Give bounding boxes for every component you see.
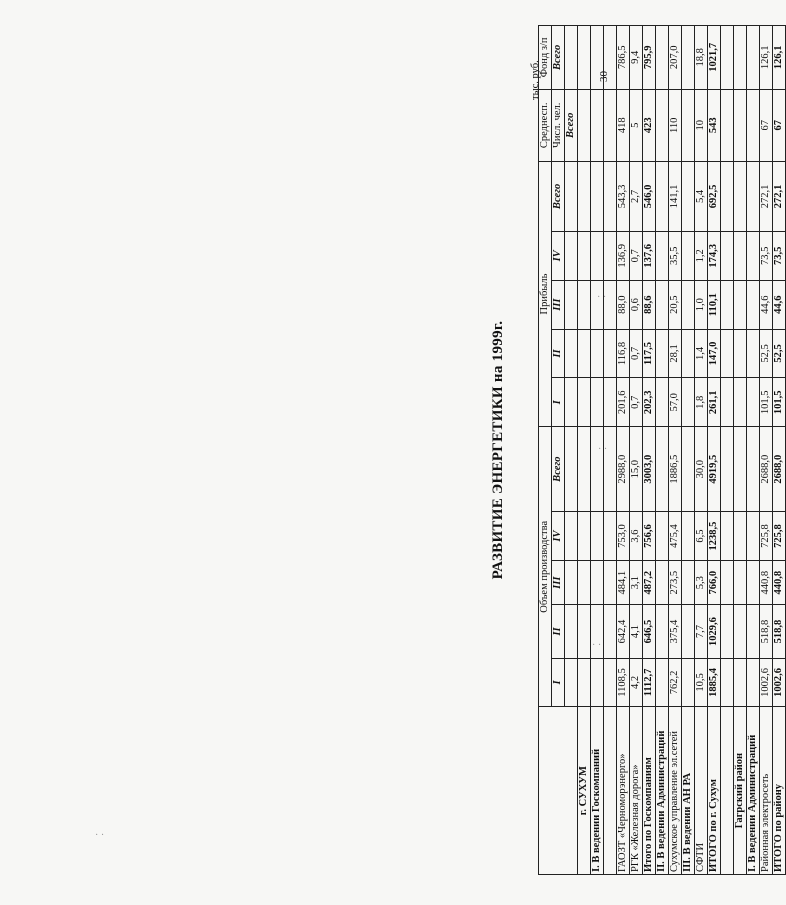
row-label: РГК «Железная дорога»	[630, 707, 643, 875]
table-cell	[682, 329, 695, 378]
row-label: СФТИ	[695, 707, 708, 875]
table-cell: 543,3	[617, 161, 630, 231]
table-cell: 20,5	[669, 280, 682, 329]
scan-mark: · ·	[597, 292, 607, 303]
table-cell	[578, 329, 591, 378]
table-cell: 0,7	[630, 231, 643, 280]
table-cell	[578, 26, 591, 90]
table-cell: 2,7	[630, 161, 643, 231]
table-cell: 475,4	[669, 512, 682, 561]
table-cell: 753,0	[617, 512, 630, 561]
table-cell	[721, 378, 734, 427]
row-label: ГАОЗТ «Черноморэнерго»	[617, 707, 630, 875]
table-cell: 73,5	[773, 231, 786, 280]
table-cell	[591, 329, 604, 378]
table-cell	[656, 26, 669, 90]
scan-mark: · ·	[598, 444, 608, 455]
document-title: РАЗВИТИЕ ЭНЕРГЕТИКИ на 1999г.	[490, 320, 506, 580]
table-cell: 423	[643, 89, 656, 161]
table-cell: 1112,7	[643, 658, 656, 707]
table-cell: 273,5	[669, 560, 682, 605]
table-cell: 18,8	[695, 26, 708, 90]
table-cell	[656, 378, 669, 427]
table-row	[643, 26, 656, 875]
table-cell	[604, 427, 617, 512]
table-cell	[682, 605, 695, 658]
table-cell	[591, 89, 604, 161]
header-name-cell	[539, 707, 578, 875]
header-q4: IV	[552, 512, 565, 561]
table-cell	[747, 26, 760, 90]
table-cell	[747, 280, 760, 329]
table-row	[656, 26, 669, 875]
row-label: ИТОГО по району	[773, 707, 786, 875]
group-title: Гагрский район	[734, 707, 747, 875]
table-cell	[747, 161, 760, 231]
table-row	[773, 26, 786, 875]
row-label: Итого по Госкомпаниям	[643, 707, 656, 875]
table-cell	[656, 560, 669, 605]
row-label: Районная электросеть	[760, 707, 773, 875]
table-cell: 546,0	[643, 161, 656, 231]
header-q3: III	[552, 280, 565, 329]
table-cell: 0,6	[630, 280, 643, 329]
table-cell	[604, 658, 617, 707]
table-cell: 0,7	[630, 378, 643, 427]
table-cell	[604, 329, 617, 378]
table-cell: 418	[617, 89, 630, 161]
table-cell: 766,0	[708, 560, 721, 605]
table-cell: 35,5	[669, 231, 682, 280]
table-cell: 101,5	[773, 378, 786, 427]
table-cell: 786,5	[617, 26, 630, 90]
table-cell: 30,0	[695, 427, 708, 512]
header-profit: Прибыль	[539, 161, 552, 426]
table-cell: 2688,0	[760, 427, 773, 512]
table-cell: 484,1	[617, 560, 630, 605]
table-cell	[682, 26, 695, 90]
table-cell	[734, 89, 747, 161]
table-row	[734, 26, 747, 875]
table-cell: 1002,6	[773, 658, 786, 707]
table-cell: 1238,5	[708, 512, 721, 561]
table-cell: 2688,0	[773, 427, 786, 512]
table-cell	[721, 231, 734, 280]
table-cell: 646,5	[643, 605, 656, 658]
table-cell	[591, 512, 604, 561]
table-cell: 725,8	[760, 512, 773, 561]
table-row	[721, 26, 734, 875]
table-cell	[734, 605, 747, 658]
scan-mark: · ·	[592, 640, 602, 651]
table-cell	[734, 378, 747, 427]
table-cell: 52,5	[773, 329, 786, 378]
table-cell: 44,6	[760, 280, 773, 329]
table-cell	[591, 658, 604, 707]
header-total: Всего	[565, 89, 578, 161]
table-cell	[721, 560, 734, 605]
table-row	[578, 26, 591, 875]
table-cell: 207,0	[669, 26, 682, 90]
table-cell: 3,1	[630, 560, 643, 605]
table-row	[617, 26, 630, 875]
table-cell	[747, 512, 760, 561]
table-cell	[604, 26, 617, 90]
table-cell: 692,5	[708, 161, 721, 231]
table-cell: 4,2	[630, 658, 643, 707]
table-cell: 440,8	[760, 560, 773, 605]
table-cell	[578, 280, 591, 329]
table-cell: 7,7	[695, 605, 708, 658]
table-row	[630, 26, 643, 875]
table-cell	[656, 329, 669, 378]
table-cell	[747, 89, 760, 161]
rotated-page-content	[0, 10, 784, 890]
table-cell	[578, 560, 591, 605]
table-cell	[656, 427, 669, 512]
table-cell	[721, 26, 734, 90]
table-cell: 756,6	[643, 512, 656, 561]
table-cell	[721, 512, 734, 561]
table-cell	[721, 280, 734, 329]
table-cell	[734, 658, 747, 707]
table-cell	[604, 512, 617, 561]
table-cell: 5,3	[695, 560, 708, 605]
header-avg-line1: Среднесп.	[539, 89, 552, 161]
table-cell	[591, 378, 604, 427]
table-cell: 1029,6	[708, 605, 721, 658]
header-total: Всего	[552, 427, 565, 512]
table-row	[747, 26, 760, 875]
table-cell	[682, 161, 695, 231]
row-label	[604, 707, 617, 875]
table-cell: 518,8	[773, 605, 786, 658]
table-cell	[682, 231, 695, 280]
row-label: II. В ведении Администраций	[656, 707, 669, 875]
table-cell: 1885,4	[708, 658, 721, 707]
table-cell: 201,6	[617, 378, 630, 427]
scan-mark: · ·	[95, 830, 105, 841]
table-cell	[734, 231, 747, 280]
table-cell: 642,4	[617, 605, 630, 658]
table-cell: 4,1	[630, 605, 643, 658]
table-cell	[747, 329, 760, 378]
table-cell	[721, 161, 734, 231]
header-avg-line2: Числ. чел.	[552, 89, 565, 161]
table-cell	[591, 560, 604, 605]
table-cell: 141,1	[669, 161, 682, 231]
table-cell: 88,0	[617, 280, 630, 329]
table-cell: 9,4	[630, 26, 643, 90]
table-cell	[578, 427, 591, 512]
row-label: Сухумское управление эл.сетей	[669, 707, 682, 875]
table-cell: 795,9	[643, 26, 656, 90]
table-cell: 3003,0	[643, 427, 656, 512]
table-body	[578, 26, 786, 875]
table-cell: 1,8	[695, 378, 708, 427]
header-q4: IV	[552, 231, 565, 280]
table-cell: 126,1	[773, 26, 786, 90]
table-cell	[656, 280, 669, 329]
table-cell	[656, 231, 669, 280]
table-cell: 6,5	[695, 512, 708, 561]
table-cell	[578, 161, 591, 231]
table-cell	[682, 427, 695, 512]
table-cell	[604, 560, 617, 605]
table-cell: 440,8	[773, 560, 786, 605]
header-total: Всего	[552, 26, 565, 90]
table-cell	[734, 329, 747, 378]
table-cell	[578, 378, 591, 427]
table-cell: 57,0	[669, 378, 682, 427]
table-cell: 1,0	[695, 280, 708, 329]
table-cell	[656, 658, 669, 707]
table-cell: 52,5	[760, 329, 773, 378]
table-row	[682, 26, 695, 875]
table-cell	[656, 161, 669, 231]
header-fund: Фонд з/п	[539, 26, 552, 90]
table-cell	[656, 605, 669, 658]
header-q2: II	[552, 329, 565, 378]
table-cell: 44,6	[773, 280, 786, 329]
table-cell: 67	[773, 89, 786, 161]
table-cell	[682, 378, 695, 427]
table-cell: 5	[630, 89, 643, 161]
table-cell: 110,1	[708, 280, 721, 329]
table-header	[539, 26, 578, 875]
header-q1: I	[552, 378, 565, 427]
table-cell: 147,0	[708, 329, 721, 378]
table-cell: 1108,5	[617, 658, 630, 707]
table-cell: 5,4	[695, 161, 708, 231]
table-cell	[734, 280, 747, 329]
table-cell	[734, 26, 747, 90]
table-cell: 3,6	[630, 512, 643, 561]
table-cell	[591, 231, 604, 280]
table-cell: 487,2	[643, 560, 656, 605]
table-cell	[682, 658, 695, 707]
table-cell	[721, 427, 734, 512]
table-cell: 10	[695, 89, 708, 161]
table-cell	[734, 427, 747, 512]
table-cell: 1021,7	[708, 26, 721, 90]
header-q2: II	[552, 605, 565, 658]
table-cell	[656, 512, 669, 561]
table-cell	[747, 427, 760, 512]
table-cell: 101,5	[760, 378, 773, 427]
table-cell	[578, 89, 591, 161]
table-cell: 126,1	[760, 26, 773, 90]
table-cell: 88,6	[643, 280, 656, 329]
table-cell	[721, 605, 734, 658]
table-cell	[747, 658, 760, 707]
table-cell: 261,1	[708, 378, 721, 427]
table-cell: 116,8	[617, 329, 630, 378]
table-cell	[747, 605, 760, 658]
table-cell	[734, 560, 747, 605]
table-cell	[604, 280, 617, 329]
table-cell: 1002,6	[760, 658, 773, 707]
table-cell	[734, 161, 747, 231]
table-cell	[578, 231, 591, 280]
row-label: I. В ведении Администраций	[747, 707, 760, 875]
table-row	[669, 26, 682, 875]
table-cell: 15,0	[630, 427, 643, 512]
table-cell: 4919,5	[708, 427, 721, 512]
table-cell: 1,4	[695, 329, 708, 378]
table-cell	[604, 89, 617, 161]
table-cell: 174,3	[708, 231, 721, 280]
table-cell: 543	[708, 89, 721, 161]
table-cell	[604, 161, 617, 231]
table-cell	[591, 280, 607, 329]
table-cell: 137,6	[643, 231, 656, 280]
table-cell: 1886,5	[669, 427, 682, 512]
table-cell	[721, 329, 734, 378]
header-total: Всего	[552, 161, 565, 231]
header-q1: I	[552, 658, 565, 707]
table-cell	[604, 378, 617, 427]
table-cell: 67	[760, 89, 773, 161]
table-cell: 73,5	[760, 231, 773, 280]
group-title: г. СУХУМ	[578, 707, 591, 875]
table-cell	[578, 658, 591, 707]
table-cell	[747, 231, 760, 280]
table-cell: 0,7	[630, 329, 643, 378]
table-cell: 202,3	[643, 378, 656, 427]
table-cell: 272,1	[760, 161, 773, 231]
table-cell: 725,8	[773, 512, 786, 561]
header-q3: III	[552, 560, 565, 605]
table-cell: 272,1	[773, 161, 786, 231]
row-label: I. В ведении Госкомпаний	[591, 707, 604, 875]
table-cell	[682, 512, 695, 561]
units-label: тыс. руб.	[530, 60, 541, 100]
table-cell	[591, 427, 604, 512]
table-row	[708, 26, 721, 875]
table-cell: 10,5	[695, 658, 708, 707]
row-label: ИТОГО по г. Сухум	[708, 707, 721, 875]
table-cell: 375,4	[669, 605, 682, 658]
row-label: III. В ведении АН РА	[682, 707, 695, 875]
header-volume: Объем производства	[539, 427, 552, 707]
table-cell	[591, 26, 604, 90]
table-cell	[682, 560, 695, 605]
table-cell	[682, 89, 695, 161]
table-cell: 110	[669, 89, 682, 161]
table-cell	[604, 605, 617, 658]
table-cell	[721, 89, 734, 161]
table-cell	[591, 161, 604, 231]
energy-table	[538, 25, 786, 875]
table-cell: 518,8	[760, 605, 773, 658]
table-cell	[747, 560, 760, 605]
table-cell: 117,5	[643, 329, 656, 378]
table-cell: 28,1	[669, 329, 682, 378]
table-row	[760, 26, 773, 875]
table-cell	[734, 512, 747, 561]
table-cell	[578, 605, 591, 658]
table-cell: 136,9	[617, 231, 630, 280]
page-number: 30	[598, 71, 610, 82]
table-cell	[721, 658, 734, 707]
table-cell: 762,2	[669, 658, 682, 707]
table-cell	[578, 512, 591, 561]
row-label	[721, 707, 734, 875]
table-row	[695, 26, 708, 875]
table-cell	[604, 231, 617, 280]
table-cell: 2988,0	[617, 427, 630, 512]
table-cell	[682, 280, 695, 329]
table-cell	[656, 89, 669, 161]
table-cell: 1,2	[695, 231, 708, 280]
table-cell	[747, 378, 760, 427]
